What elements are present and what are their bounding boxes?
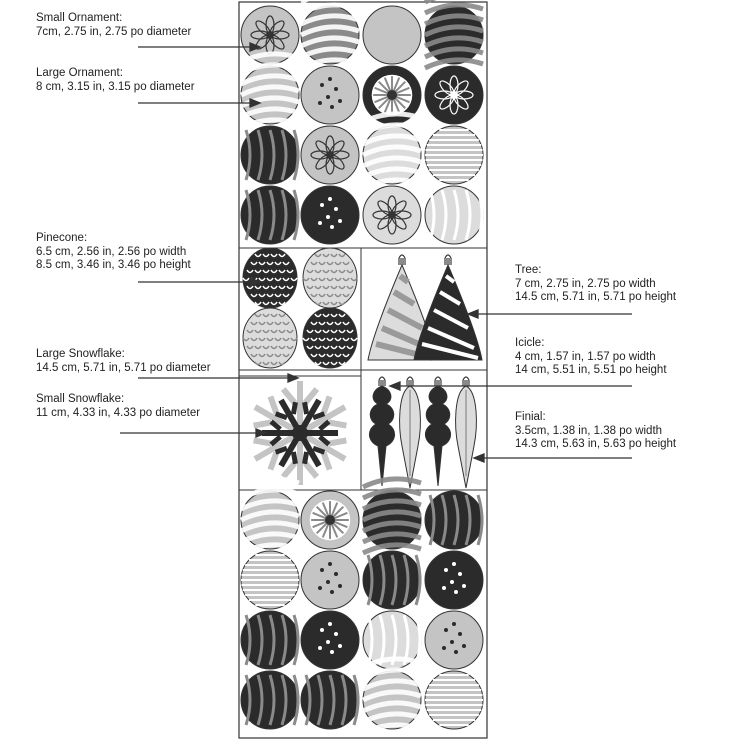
ornament-starburst-light: [301, 491, 359, 549]
label-large-ornament: Large Ornament: 8 cm, 3.15 in, 3.15 po diameter: [36, 67, 195, 93]
label-small-snowflake: Small Snowflake: 11 cm, 4.33 in, 4.33 po diameter: [36, 393, 201, 419]
ornament-dots-dark: [301, 186, 359, 244]
ornament-wave-dark: [301, 671, 359, 729]
ornament-dots-dark: [425, 551, 483, 609]
ornament-stripes-light: [425, 126, 483, 184]
ornament-wave-dark: [425, 491, 483, 549]
ornament-wave-dark: [241, 611, 299, 669]
label-pinecone: Pinecone: 6.5 cm, 2.56 in, 2.56 po width 8.5 cm, 3.46 in, 3.46 po height: [36, 232, 191, 271]
ornament-flower-dark: [425, 66, 483, 124]
ornament-dots-light: [301, 551, 359, 609]
ornament-flame-dark: [241, 126, 299, 184]
label-tree: Tree: 7 cm, 2.75 in, 2.75 po width 14.5 cm, 5.71 in, 5.71 po height: [515, 264, 677, 303]
ornament-flame-dark: [363, 551, 421, 609]
ornament-stripes-light: [241, 551, 299, 609]
ornament-dots-dark: [301, 611, 359, 669]
pinecone: [303, 248, 357, 308]
ornament-dark-plain: [363, 6, 421, 64]
ornament-flame-pale: [425, 186, 483, 244]
ornament-wave-dark: [241, 186, 299, 244]
ornament-dots-light: [425, 611, 483, 669]
pinecone: [303, 308, 357, 368]
label-small-ornament: Small Ornament: 7cm, 2.75 in, 2.75 po diameter: [36, 12, 192, 38]
ornament-stripes-light: [425, 671, 483, 729]
pinecone: [243, 308, 297, 368]
ornament-flame-dark: [241, 671, 299, 729]
label-large-snowflake: Large Snowflake: 14.5 cm, 5.71 in, 5.71 po diameter: [36, 348, 211, 374]
ornament-dots-light: [301, 66, 359, 124]
ornament-star-pale: [363, 186, 421, 244]
label-icicle: Icicle: 4 cm, 1.57 in, 1.57 po width 14 cm, 5.51 in, 5.51 po height: [515, 337, 667, 376]
label-finial: Finial: 3.5cm, 1.38 in, 1.38 po width 14.3 cm, 5.63 in, 5.63 po height: [515, 411, 677, 450]
ornament-star-outline: [301, 126, 359, 184]
